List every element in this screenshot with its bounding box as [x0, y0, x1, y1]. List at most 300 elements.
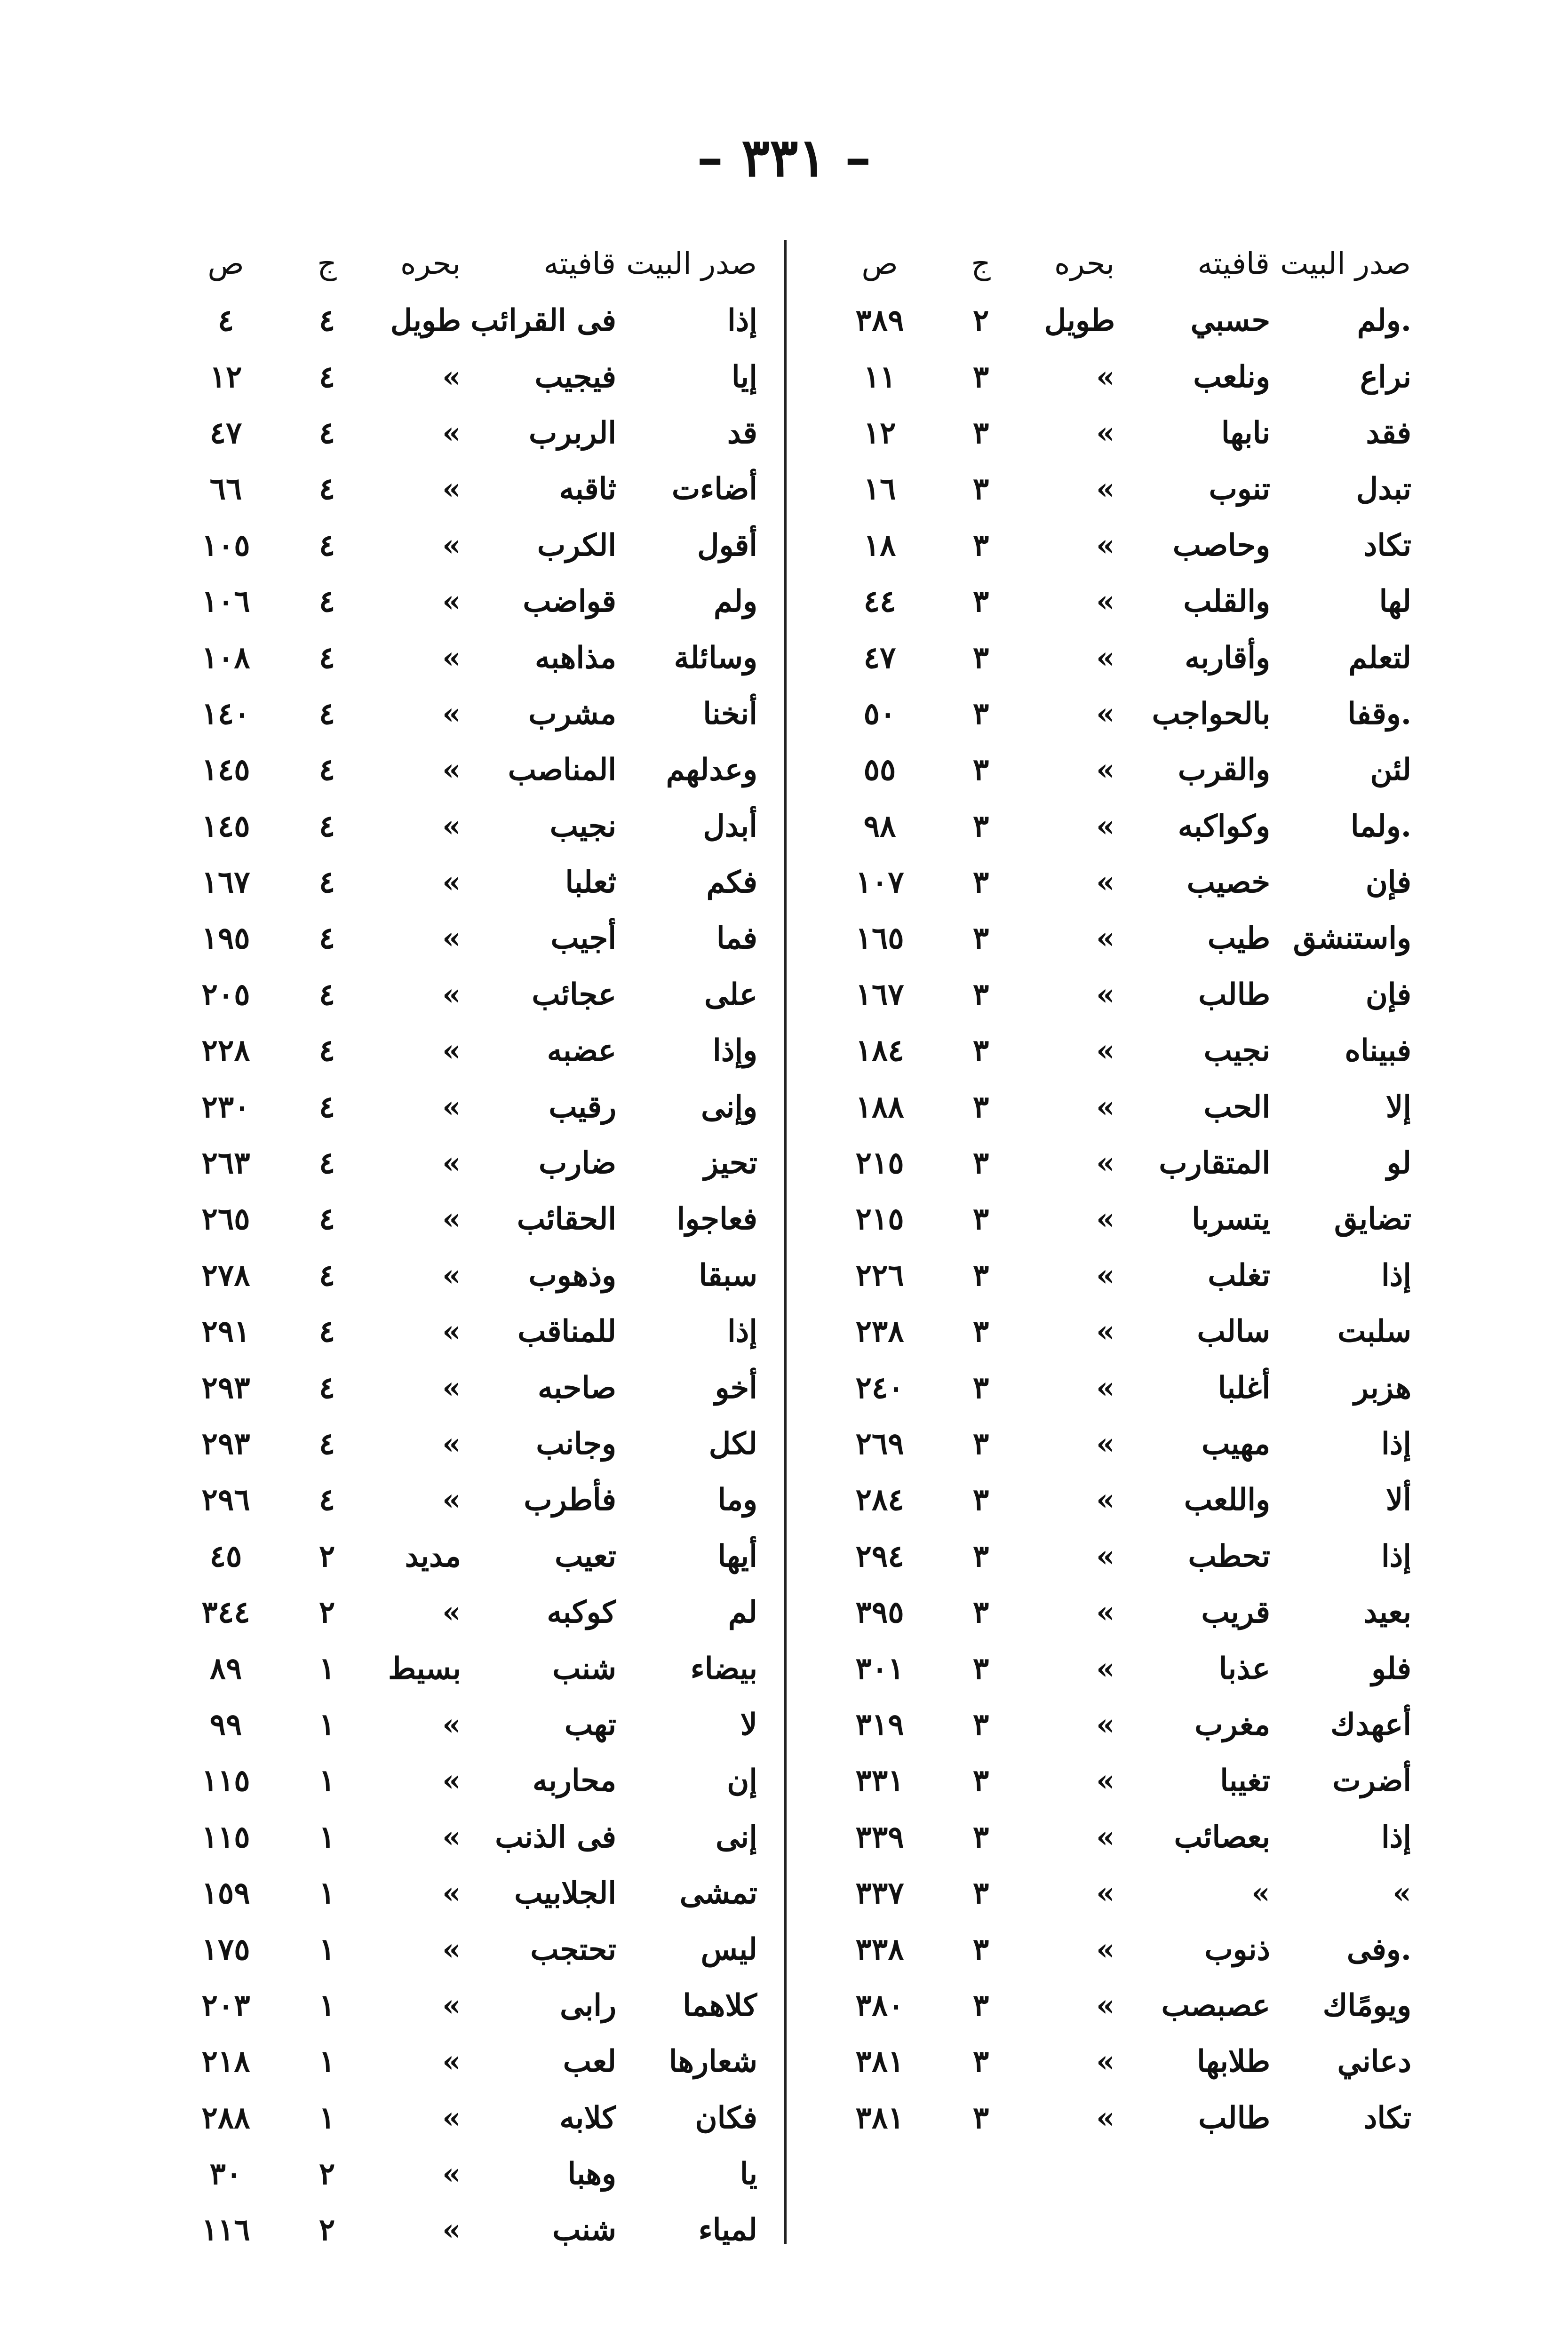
cell-qafiya: قواضب — [523, 584, 616, 620]
cell-juz: ٣ — [972, 1875, 989, 1911]
cell-qafiya: الكرب — [537, 527, 616, 563]
cell-bahr: » — [442, 527, 461, 563]
cell-safha: ٢١٥ — [855, 1145, 904, 1181]
cell-safha: ٣٠١ — [855, 1651, 904, 1686]
cell-juz: ١ — [318, 2100, 335, 2136]
table-row — [809, 1584, 1411, 1640]
cell-sadr: أضاءت — [672, 471, 757, 507]
cell-sadr: بيضاء — [690, 1651, 757, 1686]
cell-juz: ٣ — [972, 1145, 989, 1181]
cell-bahr: » — [442, 471, 461, 507]
cell-bahr: » — [442, 1257, 461, 1293]
table-row — [155, 854, 757, 910]
table-row — [809, 629, 1411, 685]
table-row — [155, 1135, 757, 1191]
cell-juz: ٣ — [972, 865, 989, 900]
table-row — [155, 742, 757, 798]
cell-juz: ٣ — [972, 584, 989, 620]
cell-sadr: فبيناه — [1345, 1033, 1411, 1069]
cell-qafiya: تحطب — [1188, 1538, 1270, 1574]
cell-bahr: » — [442, 1595, 461, 1630]
cell-juz: ١ — [318, 1819, 335, 1855]
cell-juz: ٢ — [318, 1595, 335, 1630]
cell-bahr: » — [1096, 1314, 1115, 1350]
cell-bahr: » — [442, 865, 461, 900]
cell-safha: ٣٩٥ — [855, 1595, 904, 1630]
cell-safha: ٣٣١ — [855, 1763, 904, 1799]
cell-qafiya: ثاقبه — [559, 471, 616, 507]
cell-bahr: » — [442, 1089, 461, 1125]
cell-juz: ٣ — [972, 415, 989, 451]
cell-safha: ٢٤٠ — [855, 1370, 904, 1406]
cell-safha: ٨٩ — [209, 1651, 242, 1686]
cell-sadr: » — [1393, 1875, 1411, 1911]
cell-juz: ٣ — [972, 1257, 989, 1293]
header-sadr: صدر البيت — [1280, 246, 1411, 281]
cell-bahr: » — [442, 752, 461, 788]
cell-juz: ٤ — [318, 640, 335, 675]
cell-sadr: هزبر — [1353, 1370, 1411, 1406]
cell-qafiya: واللعب — [1184, 1482, 1270, 1518]
table-row — [809, 1023, 1411, 1079]
cell-qafiya: وأقاربه — [1185, 640, 1270, 675]
cell-bahr: » — [1096, 1257, 1115, 1293]
cell-qafiya: ضارب — [539, 1145, 616, 1181]
cell-bahr: » — [1096, 1370, 1115, 1406]
cell-safha: ٢٩٣ — [201, 1370, 250, 1406]
cell-juz: ٣ — [972, 1089, 989, 1125]
cell-qafiya: والقرب — [1178, 752, 1270, 788]
cell-bahr: » — [1096, 1595, 1115, 1630]
header-qafiya: قافيته — [543, 246, 616, 281]
cell-juz: ٣ — [972, 1314, 989, 1350]
table-row — [809, 1697, 1411, 1753]
cell-qafiya: رقيب — [549, 1089, 616, 1125]
table-row — [809, 854, 1411, 910]
cell-juz: ٣ — [972, 640, 989, 675]
table-row — [809, 1079, 1411, 1135]
cell-bahr: » — [442, 640, 461, 675]
cell-qafiya: بعصائب — [1174, 1819, 1270, 1855]
table-row — [155, 517, 757, 573]
table-row — [809, 573, 1411, 629]
cell-qafiya: مهيب — [1202, 1426, 1270, 1462]
cell-qafiya: والقلب — [1183, 584, 1270, 620]
table-row — [809, 1135, 1411, 1191]
cell-sadr: أيها — [717, 1538, 757, 1574]
cell-juz: ٤ — [318, 1145, 335, 1181]
table-row — [155, 1697, 757, 1753]
cell-bahr: » — [442, 1707, 461, 1742]
table-row — [155, 1865, 757, 1921]
cell-qafiya: مذاهبه — [534, 640, 616, 675]
header-safha: ص — [207, 246, 244, 281]
cell-juz: ٢ — [318, 1538, 335, 1574]
cell-juz: ٣ — [972, 1426, 989, 1462]
cell-sadr: لم — [728, 1595, 757, 1630]
cell-juz: ٣ — [972, 1482, 989, 1518]
cell-sadr: سلبت — [1337, 1314, 1411, 1350]
cell-safha: ١٢ — [209, 359, 242, 395]
cell-bahr: » — [442, 415, 461, 451]
cell-sadr: .ولم — [1357, 303, 1411, 339]
cell-juz: ٤ — [318, 752, 335, 788]
cell-sadr: تكاد — [1363, 2100, 1411, 2136]
cell-juz: ٤ — [318, 1314, 335, 1350]
cell-sadr: لو — [1386, 1145, 1411, 1181]
table-row — [155, 629, 757, 685]
cell-safha: ١٦٧ — [855, 977, 904, 1012]
cell-sadr: واستنشق — [1293, 921, 1411, 956]
cell-safha: ٢٦٩ — [855, 1426, 904, 1462]
cell-bahr: » — [1096, 359, 1115, 395]
cell-safha: ٢٠٣ — [201, 1987, 250, 2023]
table-row — [155, 1248, 757, 1303]
cell-bahr: » — [442, 584, 461, 620]
table-row — [155, 2202, 757, 2258]
cell-safha: ٣٨١ — [855, 2044, 904, 2080]
cell-juz: ٤ — [318, 303, 335, 339]
cell-qafiya: للمناقب — [517, 1314, 616, 1350]
header-qafiya: قافيته — [1197, 246, 1270, 281]
cell-sadr: يا — [740, 2156, 757, 2192]
table-row — [155, 1753, 757, 1809]
cell-juz: ١ — [318, 2044, 335, 2080]
cell-bahr: » — [442, 1314, 461, 1350]
cell-safha: ٣٣٨ — [855, 1931, 904, 1967]
cell-qafiya: أغلبا — [1218, 1370, 1270, 1406]
cell-qafiya: محاربه — [532, 1763, 616, 1799]
cell-bahr: » — [442, 2100, 461, 2136]
cell-qafiya: الجلابيب — [514, 1875, 616, 1911]
table-row — [155, 461, 757, 517]
cell-qafiya: وهبا — [567, 2156, 616, 2192]
cell-qafiya: نجيب — [549, 808, 616, 844]
table-row — [155, 573, 757, 629]
cell-safha: ١٤٥ — [201, 752, 250, 788]
cell-safha: ١١٥ — [201, 1763, 250, 1799]
cell-sadr: لا — [740, 1707, 757, 1742]
cell-qafiya: نجيب — [1203, 1033, 1270, 1069]
cell-juz: ٣ — [972, 808, 989, 844]
cell-bahr: » — [1096, 584, 1115, 620]
cell-safha: ٢٦٥ — [201, 1201, 250, 1237]
cell-safha: ٤٥ — [209, 1538, 242, 1574]
cell-qafiya: فى القرائب — [470, 303, 616, 339]
cell-sadr: فإن — [1365, 865, 1411, 900]
cell-juz: ٤ — [318, 1426, 335, 1462]
cell-safha: ٢٣٠ — [201, 1089, 250, 1125]
cell-qafiya: تحتجب — [530, 1931, 616, 1967]
cell-sadr: إلا — [1385, 1089, 1411, 1125]
cell-bahr: » — [442, 1145, 461, 1181]
table-row — [155, 2146, 757, 2202]
cell-safha: ١٦٥ — [855, 921, 904, 956]
cell-safha: ٤٧ — [863, 640, 896, 675]
cell-bahr: » — [442, 1426, 461, 1462]
cell-bahr: » — [1096, 1763, 1115, 1799]
cell-juz: ٤ — [318, 865, 335, 900]
table-row — [809, 1303, 1411, 1359]
cell-qafiya: لعب — [563, 2044, 616, 2080]
cell-bahr: » — [442, 1201, 461, 1237]
cell-safha: ٣٨٠ — [855, 1987, 904, 2023]
cell-bahr: » — [1096, 527, 1115, 563]
cell-juz: ٣ — [972, 527, 989, 563]
cell-juz: ٣ — [972, 471, 989, 507]
table-row — [809, 910, 1411, 966]
right-body — [809, 293, 1411, 2146]
header-bahr: بحره — [1054, 246, 1114, 281]
header-juz: ج — [317, 246, 337, 281]
cell-bahr: » — [442, 2044, 461, 2080]
cell-sadr: أضرت — [1332, 1763, 1411, 1799]
cell-qafiya: سالب — [1197, 1314, 1270, 1350]
cell-sadr: قد — [727, 415, 757, 451]
table-row — [809, 1865, 1411, 1921]
cell-sadr: وما — [717, 1482, 757, 1518]
cell-juz: ٣ — [972, 1819, 989, 1855]
cell-juz: ٣ — [972, 977, 989, 1012]
cell-qafiya: كوكبه — [547, 1595, 616, 1630]
cell-safha: ٢٩٣ — [201, 1426, 250, 1462]
cell-sadr: فكان — [695, 2100, 757, 2136]
cell-bahr: » — [1096, 1707, 1115, 1742]
cell-sadr: فلو — [1371, 1651, 1411, 1686]
table-row — [809, 2034, 1411, 2090]
cell-safha: ١٦ — [863, 471, 896, 507]
cell-bahr: » — [1096, 1931, 1115, 1967]
cell-bahr: » — [442, 977, 461, 1012]
cell-bahr: » — [1096, 471, 1115, 507]
cell-qafiya: المناصب — [508, 752, 616, 788]
index-table-left — [155, 235, 757, 2258]
cell-qafiya: تغيبا — [1220, 1763, 1270, 1799]
header-row — [809, 235, 1411, 293]
cell-safha: ١٠٨ — [201, 640, 250, 675]
table-row — [809, 1640, 1411, 1696]
cell-juz: ٢ — [318, 2156, 335, 2192]
cell-bahr: » — [1096, 1201, 1115, 1237]
cell-safha: ١٤٥ — [201, 808, 250, 844]
cell-juz: ١ — [318, 1931, 335, 1967]
cell-bahr: » — [1096, 1089, 1115, 1125]
cell-bahr: » — [442, 1033, 461, 1069]
cell-safha: ٢٠٥ — [201, 977, 250, 1012]
cell-bahr: » — [1096, 2044, 1115, 2080]
cell-juz: ٣ — [972, 1987, 989, 2023]
cell-safha: ٤٧ — [209, 415, 242, 451]
cell-safha: ١١ — [863, 359, 896, 395]
cell-juz: ٢ — [972, 303, 989, 339]
cell-sadr: إذا — [727, 1314, 757, 1350]
cell-safha: ١٠٧ — [855, 865, 904, 900]
cell-safha: ١٨٤ — [855, 1033, 904, 1069]
cell-juz: ٤ — [318, 977, 335, 1012]
cell-sadr: أعهدك — [1330, 1707, 1411, 1742]
cell-qafiya: مغرب — [1194, 1707, 1270, 1742]
cell-juz: ٣ — [972, 921, 989, 956]
cell-juz: ٣ — [972, 696, 989, 731]
cell-sadr: إذا — [1381, 1819, 1411, 1855]
cell-qafiya: ثعلبا — [565, 865, 616, 900]
cell-juz: ٣ — [972, 2044, 989, 2080]
page-number: – ٣٣١ – — [697, 127, 871, 189]
cell-qafiya: ذنوب — [1204, 1931, 1270, 1967]
cell-safha: ١٥٩ — [201, 1875, 250, 1911]
cell-juz: ١ — [318, 1987, 335, 2023]
cell-qafiya: تهب — [564, 1707, 616, 1742]
cell-sadr: أبدل — [703, 808, 757, 844]
cell-sadr: ويومًاك — [1322, 1987, 1411, 2023]
cell-qafiya: طيب — [1207, 921, 1270, 956]
header-row — [155, 235, 757, 293]
cell-juz: ٤ — [318, 415, 335, 451]
column-divider — [784, 240, 787, 2244]
cell-qafiya: عصبصب — [1161, 1987, 1270, 2023]
table-row — [155, 2034, 757, 2090]
cell-sadr: لها — [1379, 584, 1411, 620]
cell-safha: ٣٨٩ — [855, 303, 904, 339]
cell-safha: ٢٩٤ — [855, 1538, 904, 1574]
cell-safha: ٩٨ — [863, 808, 896, 844]
cell-bahr: » — [1096, 752, 1115, 788]
cell-sadr: أنخنا — [703, 696, 757, 731]
cell-qafiya: يتسربا — [1192, 1201, 1270, 1237]
cell-juz: ٣ — [972, 752, 989, 788]
cell-qafiya: فأطرب — [524, 1482, 616, 1518]
cell-juz: ٢ — [318, 2212, 335, 2248]
cell-juz: ٤ — [318, 359, 335, 395]
cell-qafiya: عذبا — [1218, 1651, 1270, 1686]
table-row — [809, 686, 1411, 742]
cell-sadr: إذا — [1381, 1538, 1411, 1574]
cell-juz: ٤ — [318, 1482, 335, 1518]
cell-sadr: إذا — [727, 303, 757, 339]
cell-sadr: فقد — [1366, 415, 1411, 451]
cell-safha: ٣٣٧ — [855, 1875, 904, 1911]
cell-sadr: .وقفا — [1347, 696, 1411, 731]
cell-bahr: » — [1096, 1145, 1115, 1181]
cell-safha: ٢١٨ — [201, 2044, 250, 2080]
cell-sadr: تبدل — [1356, 471, 1411, 507]
left-body — [155, 293, 757, 2258]
cell-qafiya: » — [1251, 1875, 1270, 1911]
table-row — [155, 293, 757, 349]
cell-bahr: طويل — [1044, 303, 1115, 339]
table-row — [809, 461, 1411, 517]
cell-bahr: » — [442, 1875, 461, 1911]
cell-bahr: » — [1096, 1033, 1115, 1069]
cell-sadr: لكل — [708, 1426, 757, 1462]
cell-bahr: » — [442, 2212, 461, 2248]
cell-sadr: بعيد — [1363, 1595, 1411, 1630]
table-row — [809, 798, 1411, 854]
cell-safha: ١٨ — [863, 527, 896, 563]
cell-sadr: على — [704, 977, 757, 1012]
cell-safha: ٢٨٤ — [855, 1482, 904, 1518]
cell-sadr: تضايق — [1334, 1201, 1411, 1237]
cell-safha: ٣١٩ — [855, 1707, 904, 1742]
cell-bahr: » — [1096, 1538, 1115, 1574]
cell-safha: ١٤٠ — [201, 696, 250, 731]
cell-sadr: وعدلهم — [666, 752, 757, 788]
cell-bahr: » — [1096, 1875, 1115, 1911]
cell-juz: ٣ — [972, 1707, 989, 1742]
cell-sadr: شعارها — [669, 2044, 757, 2080]
cell-safha: ٤٤ — [863, 584, 896, 620]
cell-bahr: » — [442, 359, 461, 395]
cell-qafiya: وحاصب — [1172, 527, 1270, 563]
cell-juz: ٤ — [318, 921, 335, 956]
cell-juz: ١ — [318, 1651, 335, 1686]
cell-juz: ٣ — [972, 1931, 989, 1967]
cell-qafiya: الربرب — [529, 415, 616, 451]
cell-sadr: لمياء — [698, 2212, 757, 2248]
table-row — [155, 686, 757, 742]
cell-bahr: » — [442, 808, 461, 844]
cell-juz: ٤ — [318, 584, 335, 620]
cell-sadr: كلاهما — [683, 1987, 757, 2023]
cell-qafiya: طالب — [1198, 2100, 1270, 2136]
cell-sadr: إذا — [1381, 1257, 1411, 1293]
cell-juz: ٤ — [318, 471, 335, 507]
table-row — [809, 2090, 1411, 2146]
cell-qafiya: تنوب — [1209, 471, 1270, 507]
cell-bahr: » — [442, 696, 461, 731]
cell-bahr: » — [1096, 1482, 1115, 1518]
table-row — [809, 1248, 1411, 1303]
cell-juz: ٣ — [972, 1033, 989, 1069]
cell-safha: ٥٠ — [863, 696, 896, 731]
cell-safha: ١١٦ — [201, 2212, 250, 2248]
header-juz: ج — [971, 246, 991, 281]
table-row — [155, 1191, 757, 1247]
cell-safha: ١٦٧ — [201, 865, 250, 900]
cell-safha: ٢٩٦ — [201, 1482, 250, 1518]
cell-qafiya: الحب — [1203, 1089, 1270, 1125]
cell-safha: ٤ — [217, 303, 234, 339]
cell-sadr: نراع — [1360, 359, 1411, 395]
cell-safha: ١٠٦ — [201, 584, 250, 620]
cell-qafiya: تغلب — [1208, 1257, 1270, 1293]
cell-safha: ٣٣٩ — [855, 1819, 904, 1855]
cell-sadr: إيا — [731, 359, 757, 395]
cell-qafiya: وذهوب — [528, 1257, 616, 1293]
cell-qafiya: عجائب — [532, 977, 616, 1012]
cell-sadr: تكاد — [1363, 527, 1411, 563]
cell-bahr: » — [1096, 1987, 1115, 2023]
table-row — [155, 967, 757, 1023]
cell-safha: ٢٢٨ — [201, 1033, 250, 1069]
cell-bahr: » — [442, 2156, 461, 2192]
cell-juz: ٣ — [972, 1370, 989, 1406]
cell-qafiya: نابها — [1221, 415, 1270, 451]
cell-qafiya: شنب — [552, 2212, 616, 2248]
cell-sadr: ولم — [714, 584, 757, 620]
cell-juz: ٤ — [318, 1089, 335, 1125]
cell-sadr: إنى — [716, 1819, 757, 1855]
cell-juz: ٤ — [318, 1370, 335, 1406]
cell-qafiya: قريب — [1201, 1595, 1270, 1630]
cell-juz: ١ — [318, 1875, 335, 1911]
cell-juz: ٣ — [972, 1595, 989, 1630]
cell-sadr: أقول — [697, 527, 757, 563]
cell-safha: ١٧٥ — [201, 1931, 250, 1967]
cell-sadr: ليس — [700, 1931, 757, 1967]
table-row — [155, 1921, 757, 1977]
cell-qafiya: عضبه — [547, 1033, 616, 1069]
